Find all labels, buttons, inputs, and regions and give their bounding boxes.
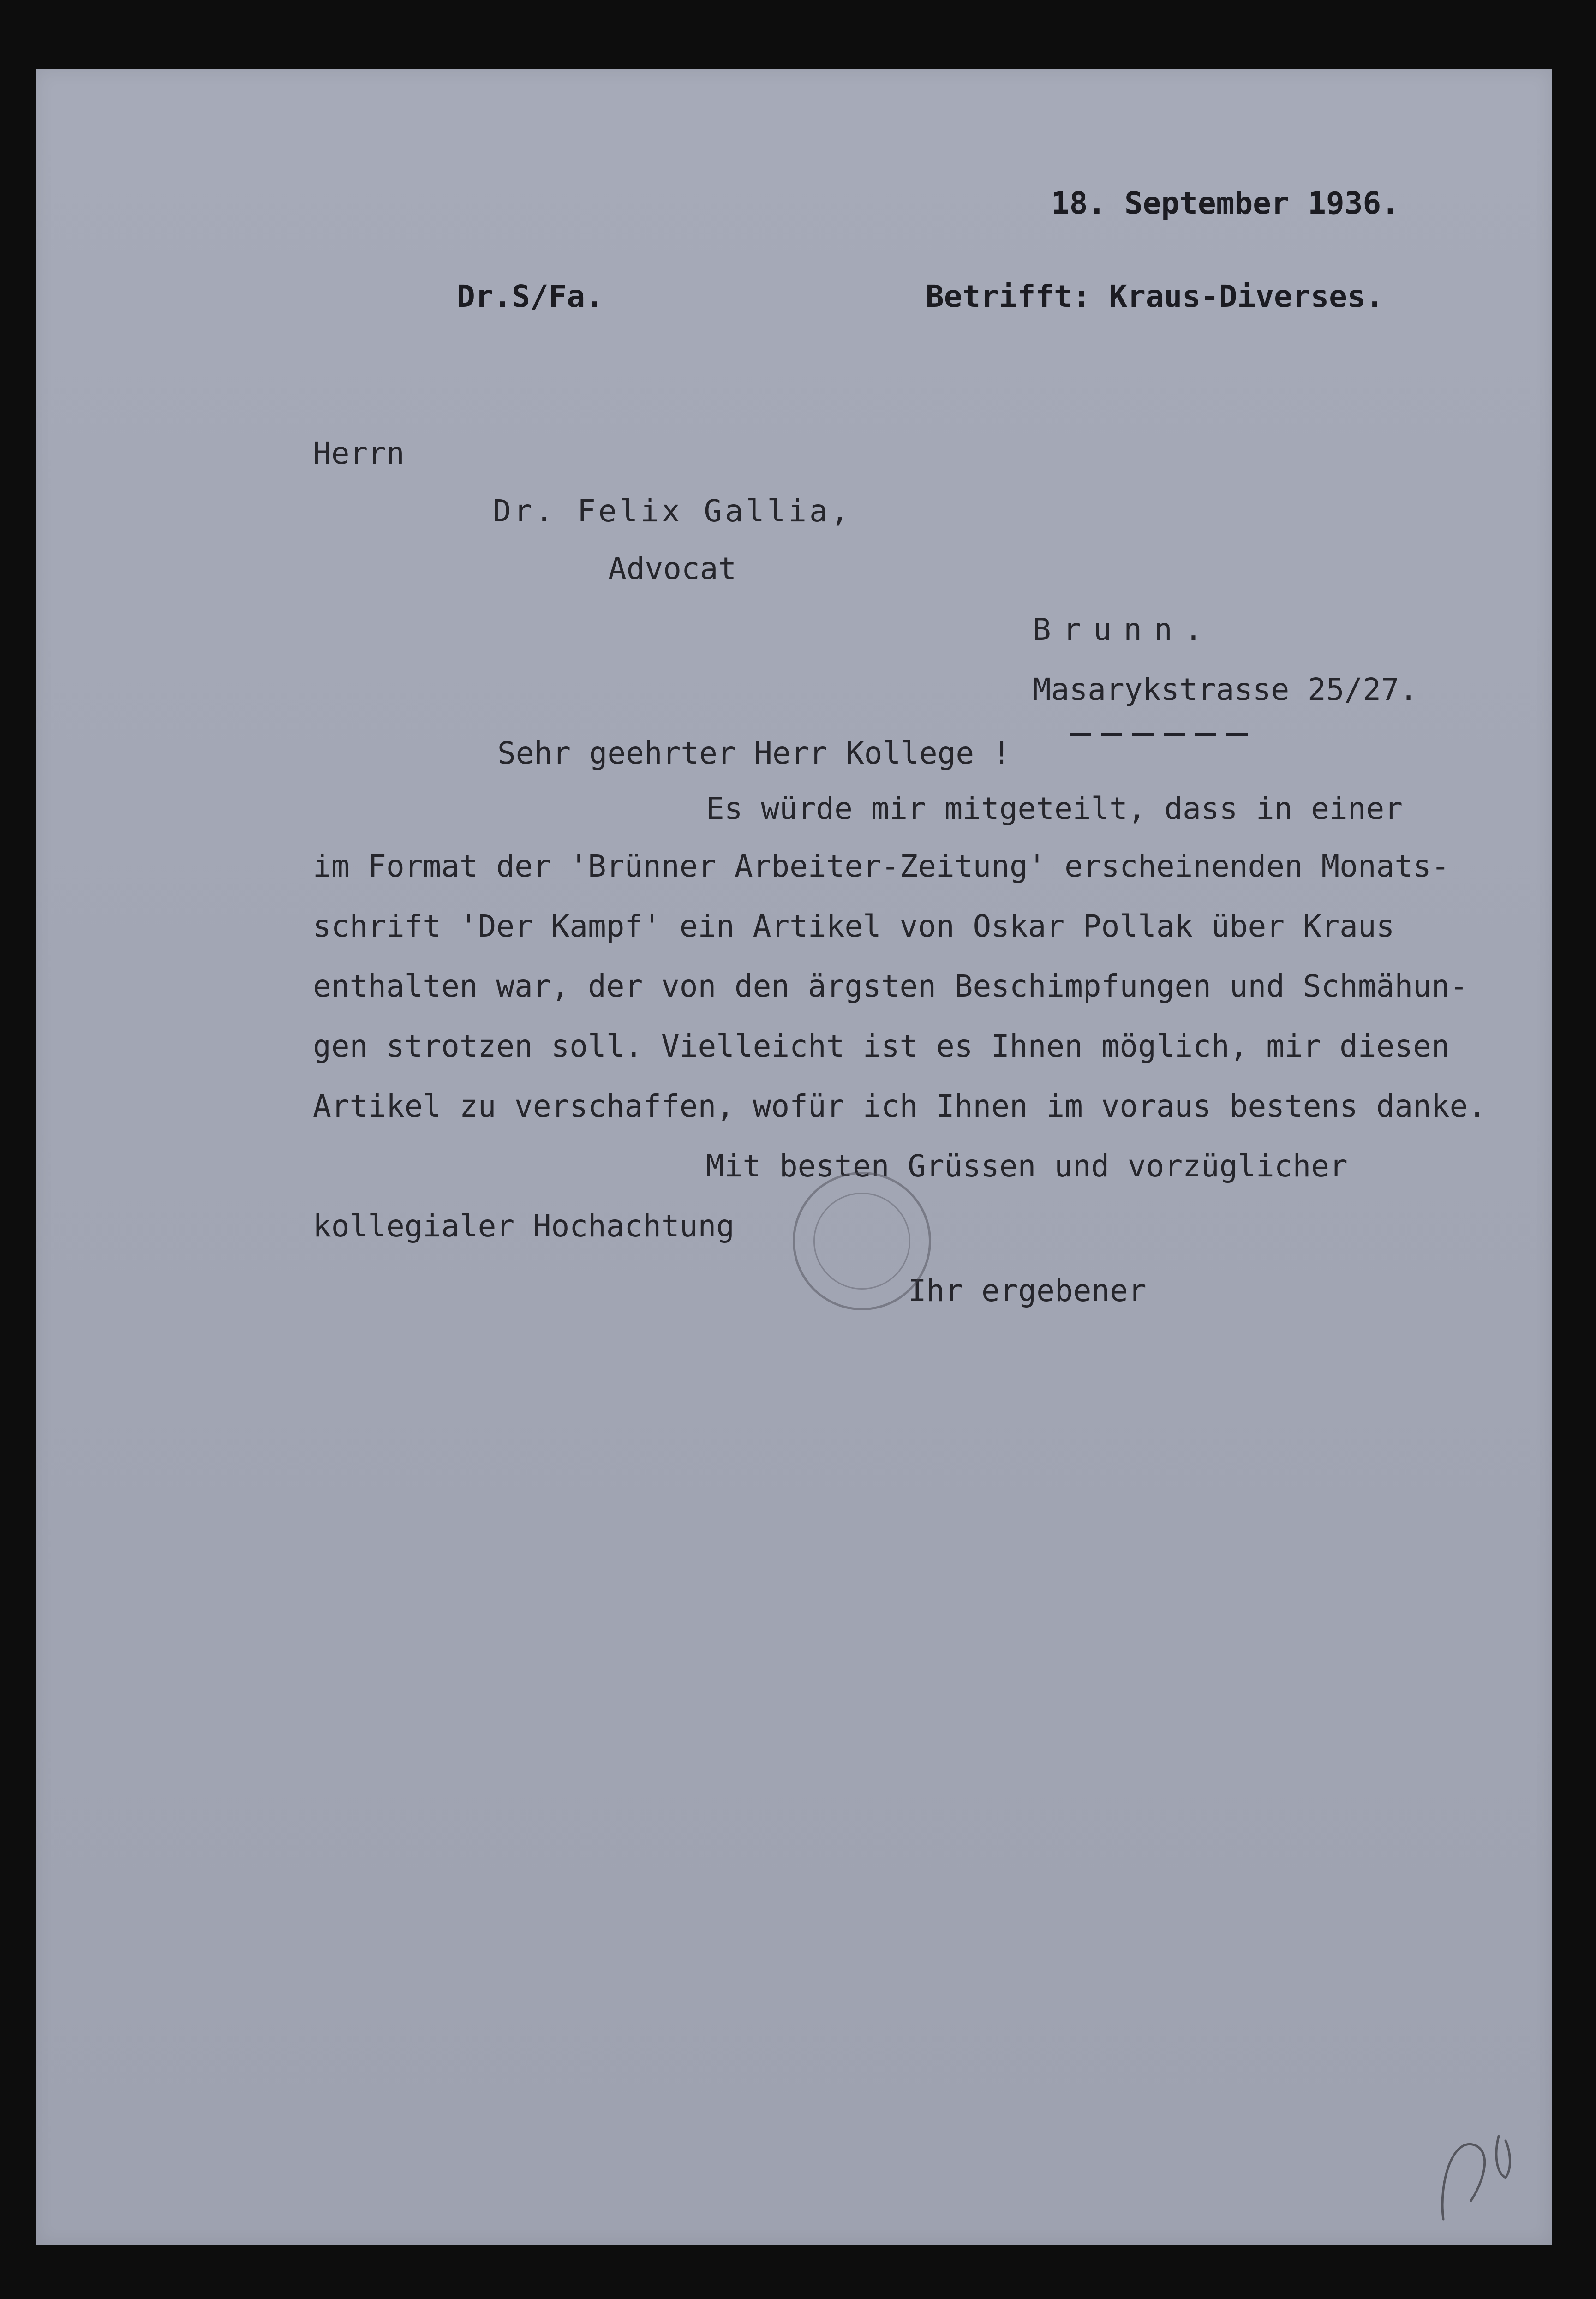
recipient-name: Dr. Felix Gallia, <box>493 493 852 529</box>
reference-code: Dr.S/Fa. <box>457 279 604 314</box>
letter-sheet <box>36 69 1552 2245</box>
recipient-title: Advocat <box>608 551 737 586</box>
subject-line: Betrifft: Kraus-Diverses. <box>926 279 1384 314</box>
faded-stamp <box>793 1172 931 1310</box>
recipient-street: Masarykstrasse 25/27. <box>1033 672 1418 707</box>
body-line: schrift 'Der Kampf' ein Artikel von Oskar Pollak über Kraus <box>313 908 1395 944</box>
body-line: enthalten war, der von den ärgsten Beschimpfungen und Schmähun- <box>313 968 1468 1004</box>
recipient-salutation: Herrn <box>313 436 405 471</box>
city-underline <box>1070 733 1249 736</box>
body-line: im Format der 'Brünner Arbeiter-Zeitung' erscheinenden Monats- <box>313 848 1450 884</box>
pencil-mark <box>1425 2118 1536 2228</box>
body-line: Es würde mir mitgeteilt, dass in einer <box>706 791 1403 826</box>
signoff: Ihr ergebener <box>908 1273 1147 1308</box>
body-line: gen strotzen soll. Vielleicht ist es Ihnen möglich, mir diesen <box>313 1028 1450 1064</box>
body-line: Artikel zu verschaffen, wofür ich Ihnen im voraus bestens danke. <box>313 1088 1487 1124</box>
letter-date: 18. September 1936. <box>1051 185 1399 221</box>
closing-line: Mit besten Grüssen und vorzüglicher <box>706 1148 1348 1184</box>
greeting: Sehr geehrter Herr Kollege ! <box>497 735 1011 771</box>
closing-line: kollegialer Hochachtung <box>313 1208 735 1244</box>
recipient-city: Brunn. <box>1033 612 1215 647</box>
